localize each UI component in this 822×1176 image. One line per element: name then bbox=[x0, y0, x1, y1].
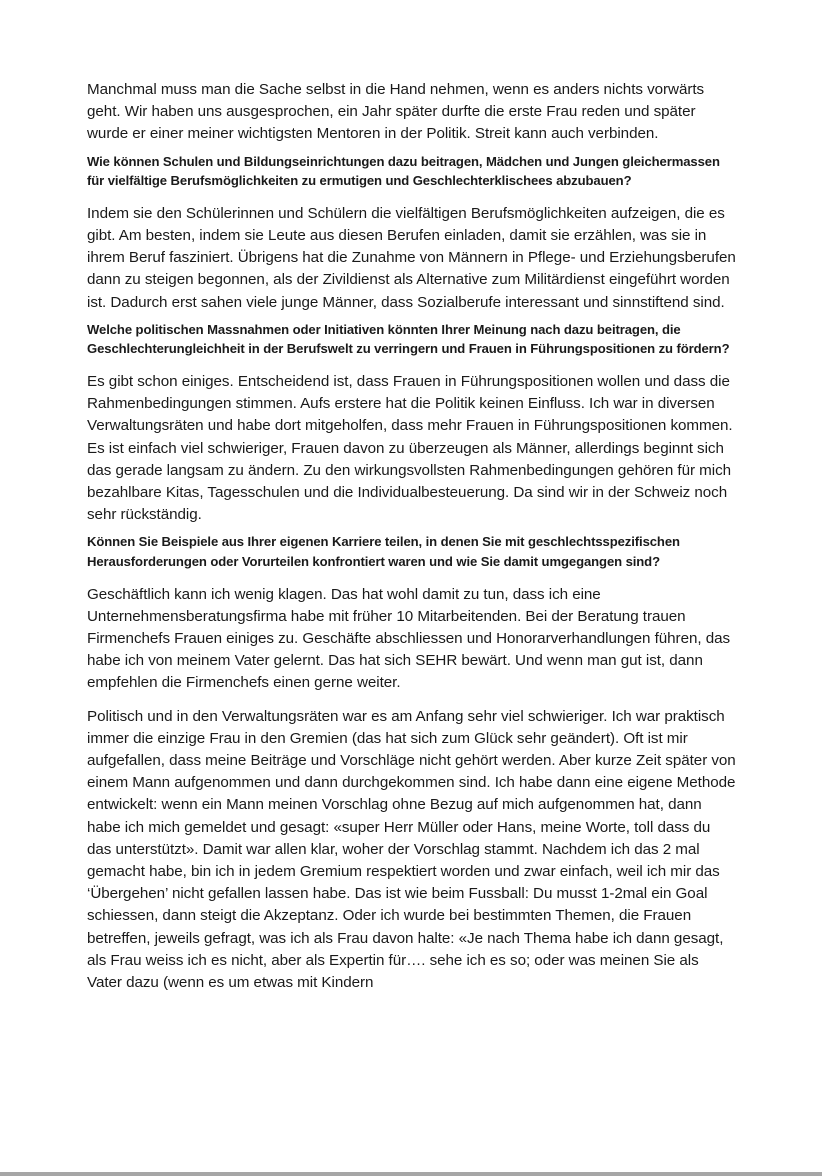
answer-paragraph: Es gibt schon einiges. Entscheidend ist, dass Frauen in Führungspositionen wollen und dass die Rahmenbedingungen stimmen. Aufs erstere hat die Politik keinen Einfluss. Ich war in diversen Verwaltungsräten und habe dort mitgeholfen, dass mehr Frauen in Führungspositionen kommen. Es ist einfach viel schwieriger, Frauen davon zu überzeugen als Männer, allerdings beginnt sich das gerade langsam zu ändern. Zu den wirkungsvollsten Rahmenbedingungen gehören für mich bezahlbare Kitas, Tagesschulen und die Individualbesteuerung. Da sind wir in der Schweiz noch sehr rückständig. bbox=[87, 373, 733, 524]
interview-question: Können Sie Beispiele aus Ihrer eigenen Karriere teilen, in denen Sie mit geschlechtsspezifischen Herausforderungen oder Vorurteilen konfrontiert waren und wie Sie damit umgegangen sind? bbox=[87, 534, 680, 570]
answer-paragraph: Indem sie den Schülerinnen und Schülern die vielfältigen Berufsmöglichkeiten aufzeigen, die es gibt. Am besten, indem sie Leute aus diesen Berufen einladen, damit sie erzählen, was sie in ihrem Beruf fasziniert. Übrigens hat die Zunahme von Männern in Pflege- und Erziehungsberufen dann zu steigen begonnen, als der Zivildienst als Alternative zum Militärdienst eingeführt worden ist. Dadurch erst sahen viele junge Männer, dass Sozialberufe interessant und sinnstiftend sind. bbox=[87, 204, 736, 311]
interview-question: Wie können Schulen und Bildungseinrichtungen dazu beitragen, Mädchen und Jungen gleichermassen für vielfältige Berufsmöglichkeiten zu ermutigen und Geschlechterklischees abzubauen? bbox=[87, 153, 720, 189]
interview-question: Welche politischen Massnahmen oder Initiativen könnten Ihrer Meinung nach dazu beitragen, die Geschlechterungleichheit in der Berufswelt zu verringern und Frauen in Führungspositionen zu fördern? bbox=[87, 321, 730, 357]
document-page bbox=[87, 79, 737, 994]
answer-paragraph: Manchmal muss man die Sache selbst in die Hand nehmen, wenn es anders nichts vorwärts geht. Wir haben uns ausgesprochen, ein Jahr später durfte die erste Frau reden und später wurde er einer meiner wichtigsten Mentoren in der Politik. Streit kann auch verbinden. bbox=[87, 81, 705, 143]
page-bottom-border bbox=[0, 1172, 822, 1176]
answer-paragraph: Geschäftlich kann ich wenig klagen. Das hat wohl damit zu tun, dass ich eine Unternehmensberatungsfirma habe mit früher 10 Mitarbeitenden. Bei der Beratung trauen Firmenchefs Frauen einiges zu. Geschäfte abschliessen und Honorarverhandlungen führen, das habe ich von meinem Vater gelernt. Das hat sich SEHR bewärt. Und wenn man gut ist, dann empfehlen die Firmenchefs einen gerne weiter. bbox=[87, 585, 731, 692]
answer-paragraph: Politisch und in den Verwaltungsräten war es am Anfang sehr viel schwieriger. Ich war praktisch immer die einzige Frau in den Gremien (das hat sich zum Glück sehr geändert). Oft ist mir aufgefallen, dass meine Beiträge und Vorschläge nicht gehört werden. Aber kurze Zeit später von einem Mann aufgenommen und dann durchgekommen sind. Ich habe dann eine eigene Methode entwickelt: wenn ein Mann meinen Vorschlag ohne Bezug auf mich aufgenommen hat, dann habe ich mich gemeldet und gesagt: «super Herr Müller oder Hans, meine Worte, toll dass du das unterstützt». Damit war allen klar, woher der Vorschlag stammt. Nachdem ich das 2 mal gemacht habe, bin ich in jedem Gremium respektiert worden und zwar einfach, weil ich mir das ‘Übergehen’ nicht gefallen lassen habe. Das ist wie beim Fussball: Du musst 1-2mal ein Goal schiessen, dann steigt die Akzeptanz. Oder ich wurde bei bestimmten Themen, die Frauen betreffen, jeweils gefragt, was ich als Frau davon halte: «Je nach Thema habe ich dann gesagt, als Frau weiss ich es nicht, aber als Expertin für…. sehe ich es so; oder was meinen Sie als Vater dazu (wenn es um etwas mit Kindern bbox=[87, 707, 736, 992]
